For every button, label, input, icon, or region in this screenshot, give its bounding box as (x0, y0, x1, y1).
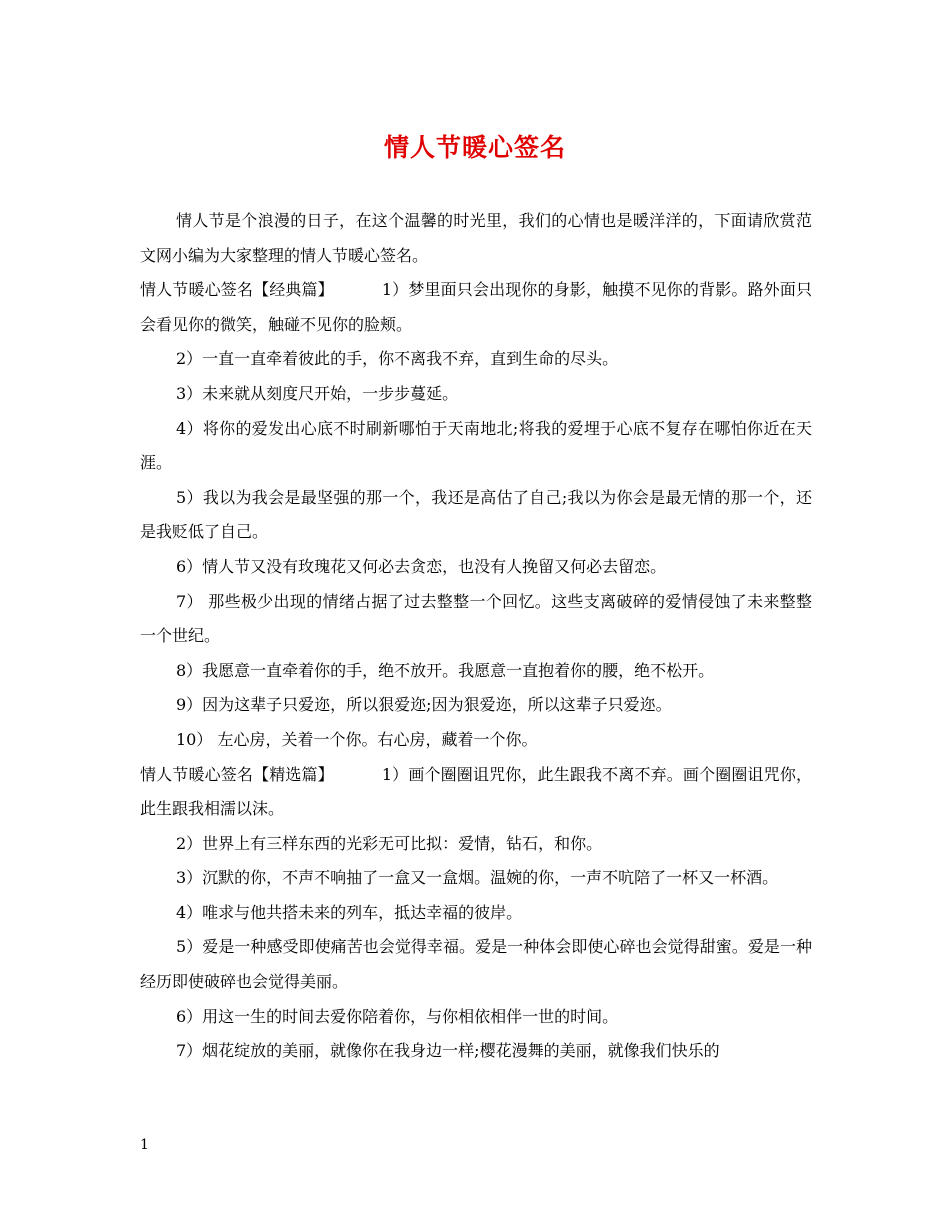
list-item: 6）情人节又没有玫瑰花又何必去贪恋，也没有人挽留又何必去留恋。 (176, 556, 667, 576)
page-number: 1 (140, 1137, 149, 1153)
list-item: 4）将你的爱发出心底不时刷新哪怕于天南地北;将我的爱埋于心底不复存在哪怕你近在天涯。 (140, 418, 812, 473)
section-first-item: 1）画个圈圈诅咒你，此生跟我不离不弃。画个圈圈诅咒你，此生跟我相濡以沫。 (140, 764, 812, 819)
section-paragraph-selected (140, 758, 812, 827)
list-item: 6）用这一生的时间去爱你陪着你，与你相依相伴一世的时间。 (176, 1006, 619, 1026)
list-item: 8）我愿意一直牵着你的手，绝不放开。我愿意一直抱着你的腰，绝不松开。 (176, 660, 715, 680)
document-body (140, 204, 812, 1069)
section-heading-selected: 情人节暖心签名【精选篇】 (140, 764, 334, 784)
section-heading-classic: 情人节暖心签名【经典篇】 (140, 280, 334, 300)
list-item: 2）一直一直牵着彼此的手，你不离我不弃，直到生命的尽头。 (176, 349, 619, 369)
list-item: 9）因为这辈子只爱迩，所以狠爱迩;因为狠爱迩，所以这辈子只爱迩。 (176, 695, 672, 715)
section-paragraph-classic (140, 273, 812, 342)
list-item: 4）唯求与他共搭未来的列车，抵达幸福的彼岸。 (176, 902, 523, 922)
intro-paragraph: 情人节是个浪漫的日子，在这个温馨的时光里，我们的心情也是暖洋洋的，下面请欣赏范文网小编为大家整理的情人节暖心签名。 (140, 211, 812, 265)
list-item: 5）我以为我会是最坚强的那一个，我还是高估了自己;我以为你会是最无情的那一个，还是我贬低了自己。 (140, 487, 812, 542)
list-item: 3）沉默的你，不声不响抽了一盒又一盒烟。温婉的你，一声不吭陪了一杯又一杯酒。 (176, 868, 779, 888)
list-item: 3）未来就从刻度尺开始，一步步蔓延。 (176, 383, 459, 403)
list-item: 10） 左心房，关着一个你。右心房，藏着一个你。 (176, 729, 538, 749)
list-item: 5）爱是一种感受即使痛苦也会觉得幸福。爱是一种体会即使心碎也会觉得甜蜜。爱是一种经历即使破碎也会觉得美丽。 (140, 937, 812, 992)
list-item: 7） 那些极少出现的情绪占据了过去整整一个回忆。这些支离破碎的爱情侵蚀了未来整整一个世纪。 (140, 591, 812, 646)
list-item: 2）世界上有三样东西的光彩无可比拟：爱情，钻石，和你。 (176, 833, 603, 853)
list-item: 7）烟花绽放的美丽，就像你在我身边一样;樱花漫舞的美丽，就像我们快乐的 (176, 1041, 720, 1061)
section-first-item: 1）梦里面只会出现你的身影，触摸不见你的背影。路外面只会看见你的微笑，触碰不见你的脸颊。 (140, 280, 812, 334)
document-title: 情人节暖心签名 (383, 133, 566, 162)
